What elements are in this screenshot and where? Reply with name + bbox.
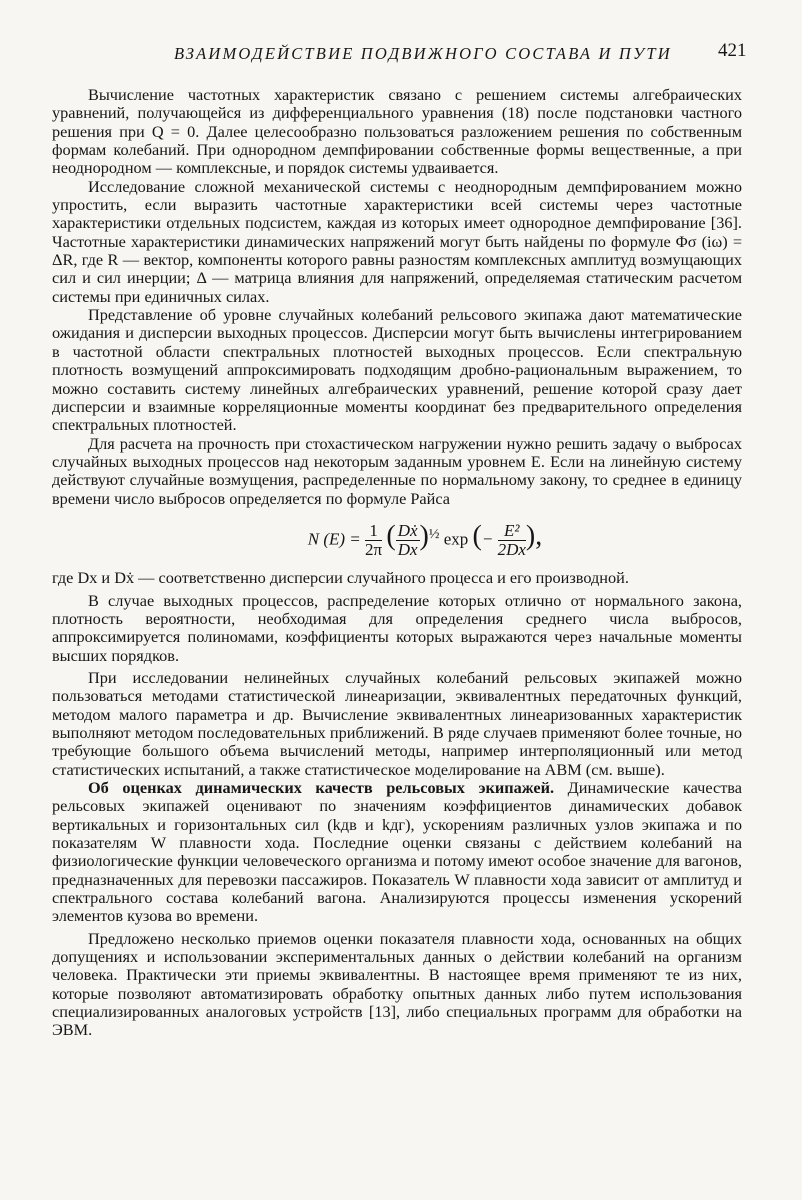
formula-fraction-1 bbox=[365, 522, 382, 559]
formula-frac1-den: 2π bbox=[365, 540, 383, 560]
formula-fraction-2 bbox=[396, 522, 420, 559]
running-head: ВЗАИМОДЕЙСТВИЕ ПОДВИЖНОГО СОСТАВА И ПУТИ bbox=[174, 44, 672, 63]
formula-frac3-den: 2Dx bbox=[497, 540, 526, 560]
section-title: Об оценках динамических качеств рельсовых экипажей. bbox=[88, 777, 555, 797]
formula-frac2-den: Dx bbox=[397, 540, 418, 560]
paragraph: При исследовании нелинейных случайных колебаний рельсовых экипажей можно пользоваться методами статистической линеаризации, эквивалентных передаточных функций, методом малого параметра и др. Вычисление эквивалентных линеаризованных характеристик выполняют методом последовательных приближений. В ряде случаев применяют более точные, но требующие большого объема вычислений методы, например интерполяционный или метод статистических испытаний, а также статистическое моделирование на АВМ (см. выше). bbox=[52, 667, 742, 779]
body-text bbox=[52, 86, 742, 1040]
formula-frac1-num: 1 bbox=[365, 522, 382, 541]
paragraph: Исследование сложной механической системы с неоднородным демпфированием можно упростить, если выразить частотные характеристики всей системы через частотные характеристики отдельных подсистем, каждая из которых имеет однородное демпфирование [36]. Частотные характеристики динамических напряжений могут быть найдены по формуле Φσ (iω) = ΔR, где R — вектор, компоненты которого равны разностям комплексных амплитуд возмущающих сил и сил инерции; Δ — матрица влияния для напряжений, определяемая статическим расчетом системы при единичных силах. bbox=[52, 176, 742, 306]
section-text: Динамические качества рельсовых экипажей оценивают по значениям коэффициентов динамических добавок вертикальных и горизонтальных сил (kдв и kдг), ускорениям различных узлов экипажа и по показателям W плавности хода. Последние оценки связаны с действием колебаний на физиологические функции человеческого организма и потому имеют особое значение для вагонов, предназначенных для перевозки пассажиров. Показатель W плавности хода зависит от амплитуд и спектрального состава колебаний вагона. Анализируются процессы изменения ускорений элементов кузова во времени. bbox=[52, 777, 743, 926]
formula-exp: exp bbox=[443, 529, 469, 549]
formula-explanation: где Dx и Dẋ — соответственно дисперсии случайного процесса и его производной. bbox=[52, 568, 629, 588]
section-paragraph bbox=[52, 779, 742, 926]
paragraph: Для расчета на прочность при стохастическом нагружении нужно решить задачу о выбросах случайных выходных процессов над некоторым заданным уровнем E. Если на линейную систему действуют случайные возмущения, распределенные по нормальному закону, то среднее в единицу времени число выбросов определяется по формуле Райса bbox=[52, 433, 742, 508]
paragraph: Вычисление частотных характеристик связано с решением системы алгебраических уравнений, получающейся из дифференциального уравнения (18) после подстановки частного решения при Q = 0. Далее целесообразно пользоваться разложением решения по собственным формам колебаний. При однородном демпфировании собственные формы вещественные, а при неоднородном — комплексные, и порядок системы удваивается. bbox=[52, 85, 742, 178]
formula-frac2-num: Dẋ bbox=[397, 521, 418, 541]
formula-frac3-num: E² bbox=[498, 522, 526, 541]
formula-lhs: N (E) = bbox=[307, 529, 361, 549]
page-number: 421 bbox=[718, 40, 747, 61]
formula-power: ½ bbox=[428, 525, 440, 542]
paragraph: Представление об уровне случайных колебаний рельсового экипажа дают математические ожидания и дисперсии выходных процессов. Дисперсии могут быть вычислены интегрированием в частотной области спектральных плотностей выходных процессов. Если спектральную плотность возмущений аппроксимировать подходящим дробно-рациональным выражением, то можно составить систему линейных алгебраических уравнений, решение которой сразу дает дисперсии и взаимные корреляционные моменты координат без предварительного определения спектральных плотностей. bbox=[52, 305, 742, 435]
rice-formula: N (E) = $\frac{1}{2\pi}$ ( $\frac{\text{Dẋ}}{Dx}$ )$^{\frac{1}{2}}$ exp (− $\frac{\text{E²}}{2Dx}$ ), bbox=[307, 520, 543, 560]
formula-fraction-3 bbox=[498, 522, 526, 559]
page-header bbox=[0, 40, 802, 74]
paragraph: Предложено несколько приемов оценки показателя плавности хода, основанных на общих допущениях и использовании экспериментальных данных о действии колебаний на организм человека. Практически эти приемы эквивалентны. В настоящее время применяют те из них, которые позволяют автоматизировать обработку опытных данных либо путем использования специализированных аналоговых устройств [13], либо специальных программ для обработки на ЭВМ. bbox=[52, 928, 742, 1040]
paragraph: В случае выходных процессов, распределение которых отлично от нормального закона, плотность вероятности, необходимая для определения среднего числа выбросов, аппроксимируется полиномами, коэффициенты которых выражаются через начальные моменты высших порядков. bbox=[52, 590, 742, 665]
formula-tail: ), bbox=[525, 520, 543, 552]
